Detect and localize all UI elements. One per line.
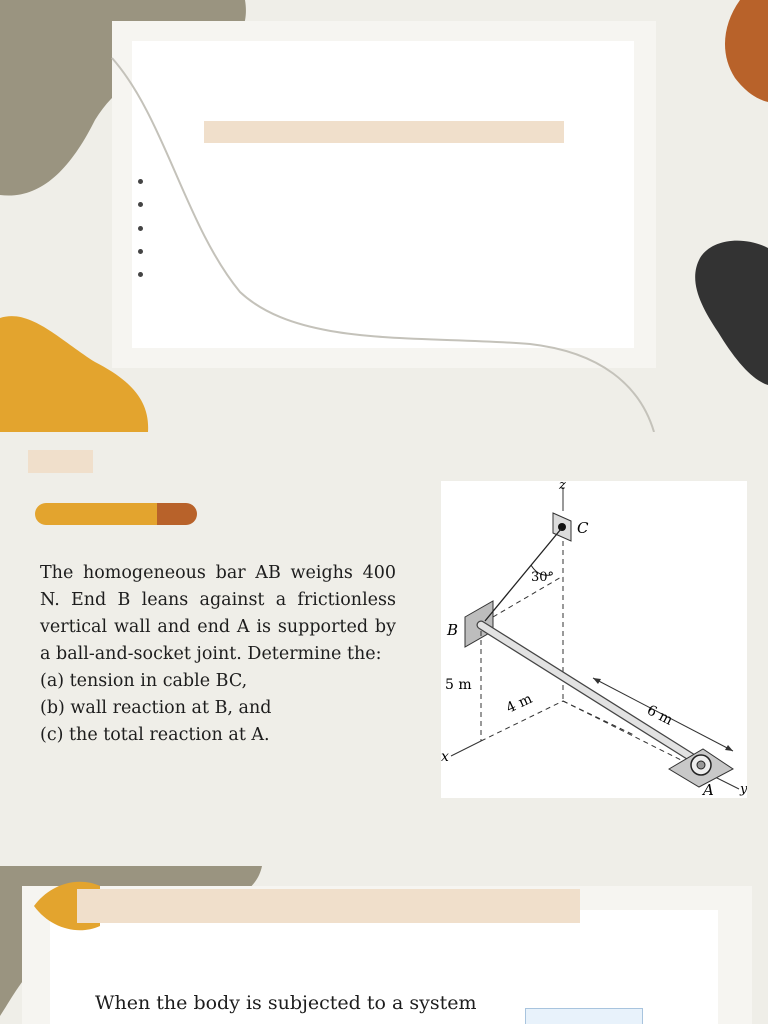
bar-ab xyxy=(481,625,691,757)
label-width: 4 m xyxy=(503,690,535,717)
label-height: 5 m xyxy=(445,677,472,693)
label-z: z xyxy=(559,481,566,493)
body-text: When the body is subjected to a system xyxy=(95,992,477,1014)
curve-line xyxy=(0,0,768,432)
accent-pill xyxy=(35,503,197,525)
problem-part-b: (b) wall reaction at B, and xyxy=(40,698,272,718)
title-placeholder-bar-3 xyxy=(77,889,580,923)
slide-1 xyxy=(0,0,768,432)
label-y: y xyxy=(740,782,747,797)
label-length: 6 m xyxy=(644,702,676,729)
slide-2 xyxy=(0,434,768,864)
bar-diagram-svg xyxy=(441,481,747,798)
problem-intro: The homogeneous bar AB weighs 400 N. End B leans against a frictionless vertical wall and end A is supported by a ball-and-socket joint. Determine the: xyxy=(40,563,396,664)
problem-statement xyxy=(40,560,396,749)
slide-3 xyxy=(0,866,768,1024)
label-a: A xyxy=(703,781,714,798)
label-b: B xyxy=(447,621,459,639)
pin-c xyxy=(558,523,566,531)
bar-diagram xyxy=(441,481,747,798)
problem-part-c: (c) the total reaction at A. xyxy=(40,725,270,745)
label-x: x xyxy=(441,749,449,765)
label-c: C xyxy=(577,519,589,537)
problem-part-a: (a) tension in cable BC, xyxy=(40,671,248,691)
equation-box xyxy=(525,1008,643,1024)
label-angle: 30° xyxy=(531,570,555,585)
section-tag xyxy=(28,450,93,473)
